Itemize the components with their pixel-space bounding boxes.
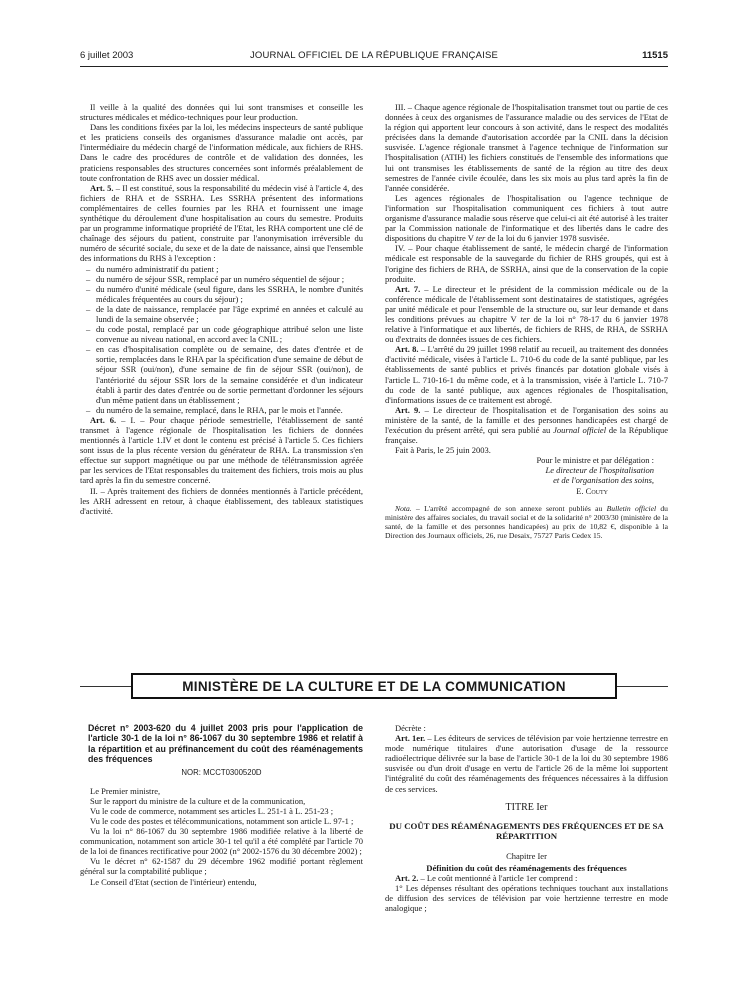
text-run: Nota.: [395, 503, 412, 513]
signature-line: et de l'organisation des soins,: [553, 475, 654, 486]
list-item: – du code postal, remplacé par un code géographique attribué selon une liste convenue au niveau national, en accord avec la CNIL ;: [80, 324, 363, 344]
signing-place-date: Fait à Paris, le 25 juin 2003.: [395, 445, 491, 456]
signature-line: Pour le ministre et par délégation :: [536, 455, 654, 466]
list-item: – du numéro d'unité médicale (seul figure, dans les SSRHA, le nombre d'unités médicales fréquentées au cours du séjour) ;: [80, 284, 363, 304]
text-run: – Les éditeurs de services de télévision par voie hertzienne terrestre en mode numérique titulaires d'une autorisation d'usage de la ressource radioélectrique délivrée sur la base de l'article 30-1 de la loi du 30 septembre 1986 susvisée ou d'un droit d'usage en vertu de l'article 26 de la même loi supportent l'intégralité du coût des réaménagements des fréquences nécessaires à la diffusion de ces services.: [385, 733, 668, 794]
text-run: de la République française.: [385, 425, 668, 446]
column-left-top: [80, 102, 363, 516]
text-run: Journal officiel: [553, 425, 607, 435]
signature-line: Le directeur de l'hospitalisation: [545, 465, 654, 476]
paragraph: Vu le code des postes et télécommunications, notamment son article L. 97-1 ;: [90, 816, 354, 826]
article-label: Art. 5.: [90, 182, 114, 193]
header-journal-title: JOURNAL OFFICIEL DE LA RÉPUBLIQUE FRANÇAISE: [249, 50, 499, 61]
text-run: – Le coût mentionné à l'article 1er comprend :: [418, 872, 578, 883]
paragraph: III. – Chaque agence régionale de l'hospitalisation transmet tout ou partie de ces données à ceux des organismes de l'assurance maladie ou des services de l'Etat de la région qui apportent leur concours à son activité, dans le respect des modalités précisées dans la demande d'autorisation accordée par la CNIL dans la décision susvisée. L'agence régionale transmet à l'agence technique de l'information sur l'hospitalisation (ATIH) les fichiers constitués de l'ensemble des informations que lui ont transmises les établissements de santé de la région au titre des deux semestres de l'année civile écoulée, dans les six mois au plus tard après la fin de l'année considérée.: [385, 102, 668, 193]
list-item: – en cas d'hospitalisation complète ou de semaine, des dates d'entrée et de sortie, remplacées dans le RHA par la spécification d'une semaine de début de séjour SSR (oui/non), d'une semaine de fin de séjour SSR (oui/non), de l'antériorité du séjour SSR lors de la semaine considérée et d'un indicateur établi à partir des dates d'entrée ou de sortie permettant d'ordonner les séjours d'un même patient dans un établissement ;: [80, 344, 363, 405]
list-item: – de la date de naissance, remplacée par l'âge exprimé en années et calculé au lundi de la semaine observée ;: [80, 304, 363, 324]
paragraph: Le Premier ministre,: [90, 785, 161, 796]
paragraph: II. – Après traitement des fichiers de données mentionnés à l'article précédent, les ARH adressent en retour, à chaque établissement, des tableaux statistiques d'activité.: [80, 485, 363, 516]
text-run: – Le directeur de l'hospitalisation et de l'organisation des soins au ministère de la santé, de la famille et des personnes handicapées est chargé de l'exécution du présent arrêté, qui sera publié au: [385, 404, 668, 435]
titre-heading: TITRE Ier: [505, 801, 548, 813]
article-label: Art. 1er.: [395, 733, 426, 744]
article-text: – I. – Pour chaque période semestrielle, l'établissement de santé transmet à l'agence régionale de l'hospitalisation les fichiers de données mentionnés à l'article 1.IV et dont le contenu est précisé à l'article 5. Ces fichiers sont issus de la plus récente version du générateur de RHA. La transmission s'en effectue sur support magnétique ou par une méthode de télétransmission agréée par les services de l'Etat responsables du traitement des fichiers, trois mois au plus tard après la fin du semestre concerné.: [80, 414, 363, 486]
article-label: Art. 9.: [395, 404, 421, 415]
paragraph: IV. – Pour chaque établissement de santé, le médecin chargé de l'information médicale est responsable de la sauvegarde du fichier de RHS groupés, qui est à l'origine des fichiers de RHA, de SSRHA, ainsi que de la conservation de la copie produite.: [385, 243, 668, 284]
paragraph: Vu le décret n° 62-1587 du 29 décembre 1962 modifié portant règlement général sur la comptabilité publique ;: [80, 856, 363, 877]
list-item: – du numéro administratif du patient ;: [80, 264, 363, 274]
article-text: – Il est constitué, sous la responsabilité du médecin visé à l'article 4, des fichiers de RHA et de SSRHA. Les SSRHA présentent des informations complémentaires de celles fournies par les RHA et fournissent une image synthétique du déroulement d'une hospitalisation au cours du semestre. Produits par un programme informatique propriété de l'Etat, les RHA comportent une clé de chaînage des séjours du patient, construite par l'anonymisation irréversible du numéro de sécurité sociale, du sexe et de la date de naissance, ainsi que l'ensemble des informations du RHS à l'exception :: [80, 182, 363, 264]
text-run: Les agences régionales de l'hospitalisation ou l'agence technique de l'information sur l'hospitalisation communiquent ces fichiers à tout autre organisme d'assurance maladie sous réserve que celui-ci ait été autorisé à les traiter par la Commission nationale de l'informatique et des libertés dans le cadre des dispositions du chapitre V: [385, 192, 668, 244]
banner-rule-left: [80, 686, 131, 687]
article-2: [385, 873, 668, 883]
text-run: ter: [520, 313, 530, 324]
paragraph: Vu le code de commerce, notamment ses articles L. 251-1 à L. 251-23 ;: [90, 805, 334, 816]
text-run: – L'arrêté du 29 juillet 1998 relatif au recueil, au traitement des données d'activité médicale, visées à l'article L. 710-6 du code de la santé publique, par les établissements de santé publics et privés financés par dotation globale visés à l'article L. 710-16-1 du même code, et à la transmission, visée à l'article L. 710-7 du code de la santé publique, aux agences régionales de l'hospitalisation, d'informations issues de ce traitement est abrogé.: [385, 344, 668, 405]
paragraph: Sur le rapport du ministre de la culture et de la communication,: [90, 795, 306, 806]
chapitre-title: Définition du coût des réaménagements des fréquences: [426, 862, 627, 873]
list-item: – du numéro de la semaine, remplacé, dans le RHA, par le mois et l'année.: [80, 405, 363, 415]
paragraph: Dans les conditions fixées par la loi, les médecins inspecteurs de santé publique et les praticiens conseils des organismes d'assurance maladie ont accès, par l'intermédiaire du médecin chargé de l'information médicale, aux fichiers de RHS. Dans le cadre des procédures de contrôle et de validation des données, les praticiens responsables des structures concernées sont informés préalablement de toute confrontation de RHS avec un dossier médical.: [80, 122, 363, 183]
article-9: [385, 405, 668, 445]
list-item: – du numéro de séjour SSR, remplacé par un numéro séquentiel de séjour ;: [80, 274, 363, 284]
article-label: Art. 6.: [90, 414, 117, 425]
column-left-bottom: [80, 723, 363, 887]
text-run: ter: [475, 233, 486, 244]
article-6: [80, 415, 363, 486]
column-right-bottom: [385, 723, 668, 913]
paragraph: 1° Les dépenses résultant des opérations techniques touchant aux installations de diffusion des services de télévision par voie hertzienne terrestre en mode analogique ;: [385, 882, 668, 914]
article-label: Art. 2.: [395, 872, 419, 883]
text-run: de la loi n° 78-17 du 6 janvier 1978 relative à l'informatique et aux libertés, de fichiers de RHS, de RHA, de SSRHA ou d'extraits de données issues de ces fichiers.: [385, 313, 668, 345]
article-1: [385, 733, 668, 794]
header-page-number: 11515: [642, 50, 668, 61]
text-run: Bulletin officiel: [606, 503, 657, 513]
text-run: – L'arrêté accompagné de son annexe seront publiés au: [411, 503, 607, 513]
article-5: [80, 183, 363, 264]
column-right-top: [385, 102, 668, 540]
article-label: Art. 7.: [395, 283, 421, 294]
text-run: – Le directeur et le président de la commission médicale ou de la conférence médicale de l'établissement sont destinataires de statistiques, agrégées par unité médicale et pour l'ensemble de la structure ou, sur leur demande et dans les conditions prévues au chapitre V: [385, 283, 668, 324]
running-header: [80, 50, 668, 66]
paragraph: Il veille à la qualité des données qui lui sont transmises et conseille les structures médicales et médico-techniques pour leur production.: [80, 102, 363, 123]
article-7: [385, 284, 668, 345]
paragraph: [385, 193, 668, 243]
article-8: [385, 344, 668, 405]
text-run: de la loi du 6 janvier 1978 susvisée.: [485, 233, 610, 244]
banner-rule-right: [617, 686, 668, 687]
note: [385, 504, 668, 540]
text-run: du ministère des affaires sociales, du travail social et de la solidarité n° 2003/30 (ministère de la santé, de la famille et des personnes handicapées) au prix de 10,82 €, disponible à la Direction des Journaux officiels, 26, rue Desaix, 75727 Paris Cedex 15.: [385, 503, 668, 540]
article-label: Art. 8.: [395, 344, 419, 355]
header-date: 6 juillet 2003: [80, 50, 134, 61]
header-rule: [80, 66, 668, 67]
titre-name: DU COÛT DES RÉAMÉNAGEMENTS DES FRÉQUENCES ET DE SA RÉPARTITION: [389, 820, 664, 842]
signatory-name: E. Couty: [576, 485, 608, 496]
chapitre-heading: Chapitre Ier: [506, 850, 547, 861]
paragraph: Le Conseil d'Etat (section de l'intérieur) entendu,: [90, 876, 257, 887]
nor-reference: NOR: MCCT0300520D: [181, 767, 262, 777]
decree-title: Décret n° 2003-620 du 4 juillet 2003 pris pour l'application de l'article 30-1 de la loi n° 86-1067 du 30 septembre 1986 et relatif à la répartition et au préfinancement du coût des réaménagements des fréquences: [88, 723, 363, 765]
ministry-title: MINISTÈRE DE LA CULTURE ET DE LA COMMUNICATION: [182, 678, 566, 694]
decrete: Décrète :: [395, 723, 426, 733]
ministry-banner: [131, 673, 617, 699]
paragraph: Vu la loi n° 86-1067 du 30 septembre 1986 modifiée relative à la liberté de communication, notamment son article 30-1 tel qu'il a été complété par l'article 70 de la loi de finances rectificative pour 2002 (n° 2002-1576 du 30 décembre 2002) ;: [80, 826, 363, 857]
